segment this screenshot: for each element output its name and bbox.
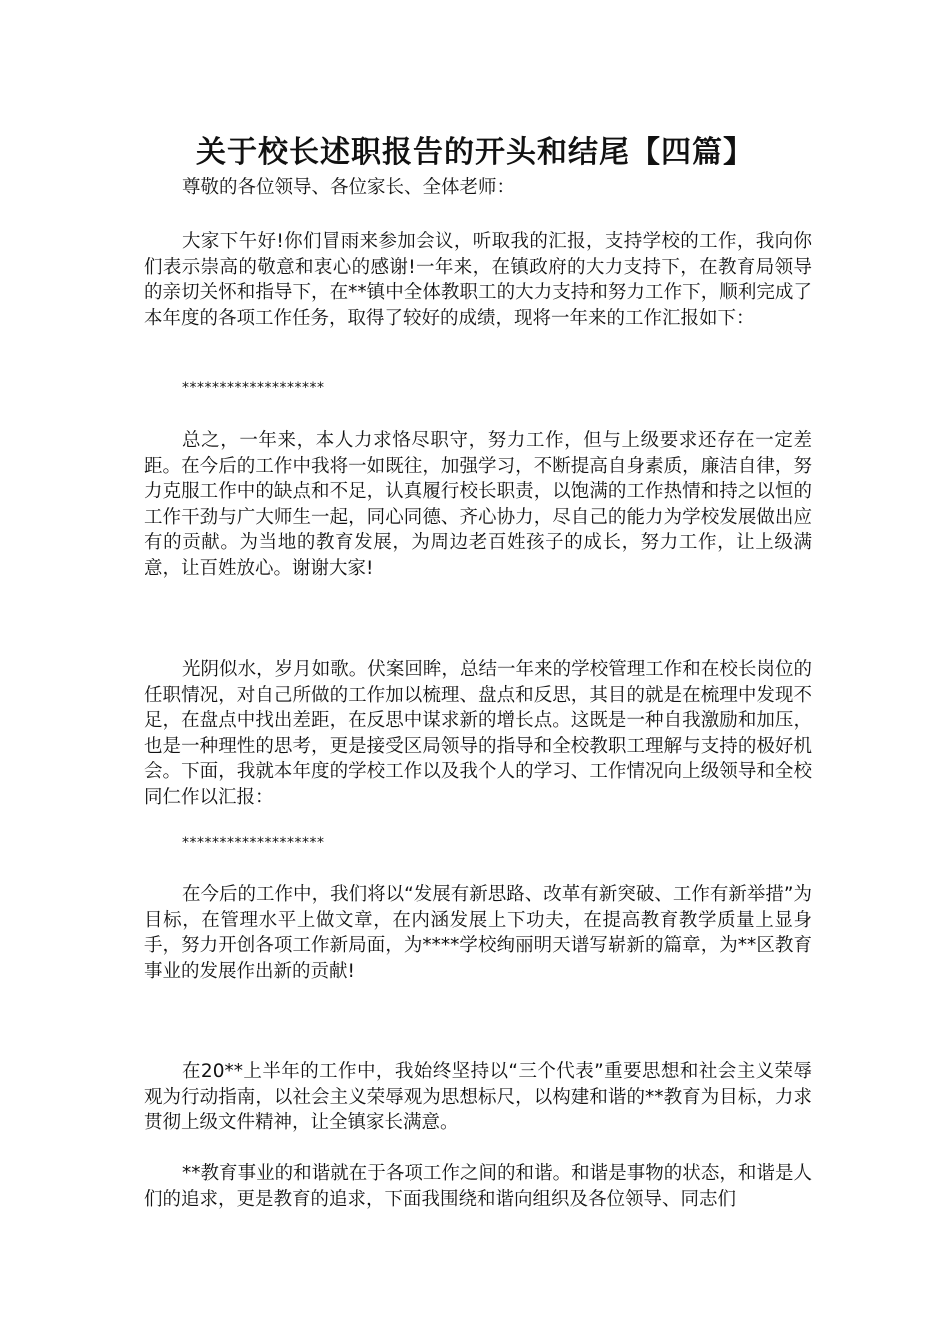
paragraph-half-year: 在20**上半年的工作中，我始终坚持以“三个代表”重要思想和社会主义荣辱观为行动指南，以社会主义荣辱观为思想标尺，以构建和谐的**教育为目标，力求贯彻上级文件精神，让全镇家长满意。 bbox=[144, 1061, 812, 1134]
paragraph-future-goals: 在今后的工作中，我们将以“发展有新思路、改革有新突破、工作有新举措”为目标，在管理水平上做文章，在内涵发展上下功夫，在提高教育教学质量上显身手，努力开创各项工作新局面，为****学校绚丽明天谱写崭新的篇章，为**区教育事业的发展作出新的贡献! bbox=[144, 884, 812, 982]
paragraph-opening: 大家下午好!你们冒雨来参加会议，听取我的汇报，支持学校的工作，我向你们表示崇高的敬意和衷心的感谢!一年来，在镇政府的大力支持下，在教育局领导的亲切关怀和指导下，在**镇中全体教职工的大力支持和努力工作下，顺利完成了本年度的各项工作任务，取得了较好的成绩，现将一年来的工作汇报如下： bbox=[144, 231, 812, 329]
paragraph-reflection: 光阴似水，岁月如歌。伏案回眸，总结一年来的学校管理工作和在校长岗位的任职情况，对自己所做的工作加以梳理、盘点和反思，其目的就是在梳理中发现不足，在盘点中找出差距，在反思中谋求新的增长点。这既是一种自我激励和加压，也是一种理性的思考，更是接受区局领导的指导和全校教职工理解与支持的极好机会。下面，我就本年度的学校工作以及我个人的学习、工作情况向上级领导和全校同仁作以汇报： bbox=[144, 659, 812, 808]
paragraph-harmony: **教育事业的和谐就在于各项工作之间的和谐。和谐是事物的状态，和谐是人们的追求，更是教育的追求，下面我围绕和谐向组织及各位领导、同志们 bbox=[144, 1163, 812, 1210]
separator-line: ******************* bbox=[182, 835, 325, 851]
separator-line: ******************* bbox=[182, 380, 325, 396]
document-title: 关于校长述职报告的开头和结尾【四篇】 bbox=[196, 135, 754, 170]
salutation: 尊敬的各位领导、各位家长、全体老师： bbox=[182, 177, 516, 198]
paragraph-closing: 总之，一年来，本人力求恪尽职守，努力工作，但与上级要求还存在一定差距。在今后的工作中我将一如既往，加强学习，不断提高自身素质，廉洁自律，努力克服工作中的缺点和不足，认真履行校长职责，以饱满的工作热情和持之以恒的工作干劲与广大师生一起，同心同德、齐心协力，尽自己的能力为学校发展做出应有的贡献。为当地的教育发展，为周边老百姓孩子的成长，努力工作，让上级满意，让百姓放心。谢谢大家! bbox=[144, 430, 812, 579]
